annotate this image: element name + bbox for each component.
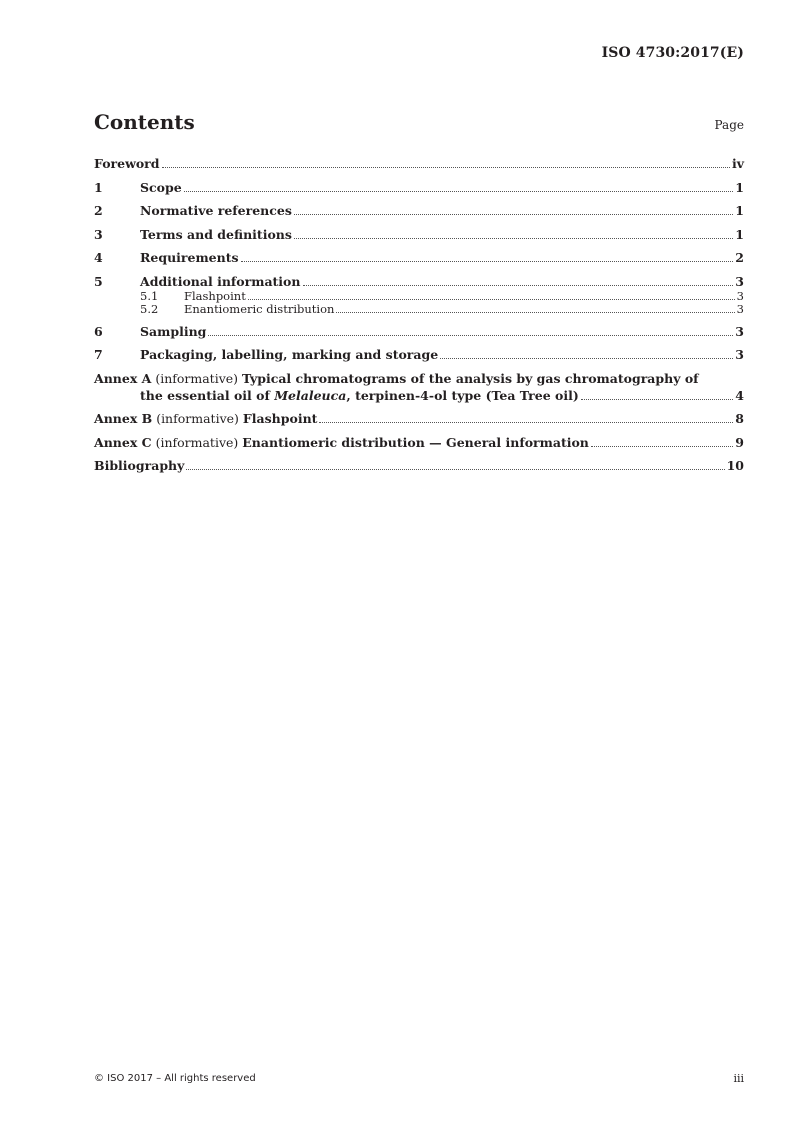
toc-entry-page: 3 [735, 347, 744, 362]
dot-leader [294, 238, 733, 239]
dot-leader [591, 446, 733, 447]
toc-entry-number: 3 [94, 226, 103, 242]
toc-entry-page: 1 [735, 179, 744, 195]
copyright-notice: © ISO 2017 – All rights reserved [94, 1073, 256, 1084]
toc-subentry-enantiomeric-distribution[interactable] [94, 303, 744, 316]
annex-label: Annex A [94, 370, 152, 386]
toc-entry-title: Normative references [140, 203, 292, 218]
dot-leader [248, 299, 735, 300]
document-id: ISO 4730:2017(E) [601, 45, 744, 61]
toc-entry-page: 3 [735, 273, 744, 289]
dot-leader [294, 214, 733, 215]
toc-entry-page: 4 [735, 387, 744, 403]
dot-leader [184, 191, 734, 192]
toc-entry-page: 9 [735, 434, 744, 450]
toc-entry-sampling[interactable] [94, 323, 744, 340]
title-part: the essential oil of [140, 387, 275, 403]
page-number: iii [733, 1072, 744, 1085]
page-column-label: Page [714, 118, 744, 132]
informative-label: (informative) [155, 370, 239, 386]
annex-label: Annex C [94, 434, 152, 450]
toc-entry-scope[interactable] [94, 179, 744, 196]
toc-entry-title: Flashpoint [242, 411, 318, 426]
dot-leader [336, 312, 734, 313]
dot-leader [208, 335, 733, 336]
toc-entry-additional-information[interactable] [94, 273, 744, 290]
toc-entry-number: 7 [94, 347, 103, 362]
contents-title: Contents [94, 110, 195, 134]
table-of-contents [94, 155, 744, 481]
dot-leader [319, 422, 733, 423]
toc-entry-title: Flashpoint [184, 288, 246, 303]
toc-entry-packaging[interactable] [94, 346, 744, 363]
toc-entry-title: Foreword [94, 156, 160, 171]
toc-entry-page: 3 [735, 323, 744, 339]
toc-entry-page: 1 [735, 203, 744, 218]
informative-label: (informative) [155, 434, 239, 450]
toc-entry-number: 4 [94, 250, 103, 265]
toc-entry-annex-b[interactable] [94, 410, 744, 427]
toc-entry-number: 5.1 [140, 288, 159, 303]
dot-leader [440, 358, 733, 359]
toc-entry-title: Bibliography [94, 458, 185, 473]
toc-entry-normative-references[interactable] [94, 202, 744, 219]
toc-entry-title: Enantiomeric distribution [184, 301, 335, 316]
dot-leader [162, 167, 730, 168]
annex-a-first-line [94, 370, 744, 387]
toc-entry-page: iv [731, 156, 744, 171]
dot-leader [303, 285, 734, 286]
toc-entry-page: 10 [726, 458, 744, 473]
toc-entry-page: 1 [735, 226, 744, 242]
toc-entry-annex-a[interactable] [94, 370, 744, 404]
toc-entry-number: 5.2 [140, 301, 159, 316]
dot-leader [581, 399, 734, 400]
dot-leader [241, 261, 734, 262]
toc-entry-page: 3 [736, 301, 744, 316]
toc-entry-page: 3 [736, 288, 744, 303]
dot-leader [186, 469, 724, 470]
toc-entry-title: Requirements [140, 250, 239, 265]
toc-entry-terms-and-definitions[interactable] [94, 226, 744, 243]
toc-entry-page: 8 [735, 411, 744, 426]
toc-entry-requirements[interactable] [94, 249, 744, 266]
toc-entry-title-continued [140, 387, 579, 404]
toc-entry-title: Typical chromatograms of the analysis by gas chromatography of [242, 370, 699, 386]
toc-entry-annex-c[interactable] [94, 434, 744, 451]
annex-label: Annex B [94, 411, 153, 426]
toc-entry-foreword[interactable] [94, 155, 744, 172]
toc-entry-title: Packaging, labelling, marking and storage [140, 347, 439, 362]
toc-entry-number: 5 [94, 273, 103, 289]
toc-entry-bibliography[interactable] [94, 457, 744, 474]
toc-entry-title: Scope [140, 179, 182, 195]
annex-a-second-line [94, 387, 744, 404]
informative-label: (informative) [156, 411, 239, 426]
toc-entry-title: Terms and definitions [140, 226, 292, 242]
toc-entry-title: Enantiomeric distribution — General information [242, 434, 589, 450]
toc-entry-number: 2 [94, 203, 103, 218]
toc-entry-title: Sampling [140, 323, 207, 339]
genus-name: Melaleuca [274, 387, 347, 403]
toc-entry-number: 6 [94, 323, 103, 339]
toc-entry-number: 1 [94, 179, 103, 195]
toc-subentry-flashpoint[interactable] [94, 290, 744, 303]
toc-entry-title: Additional information [140, 273, 301, 289]
title-part: , terpinen-4-ol type (Tea Tree oil) [346, 387, 579, 403]
toc-entry-page: 2 [735, 250, 744, 265]
